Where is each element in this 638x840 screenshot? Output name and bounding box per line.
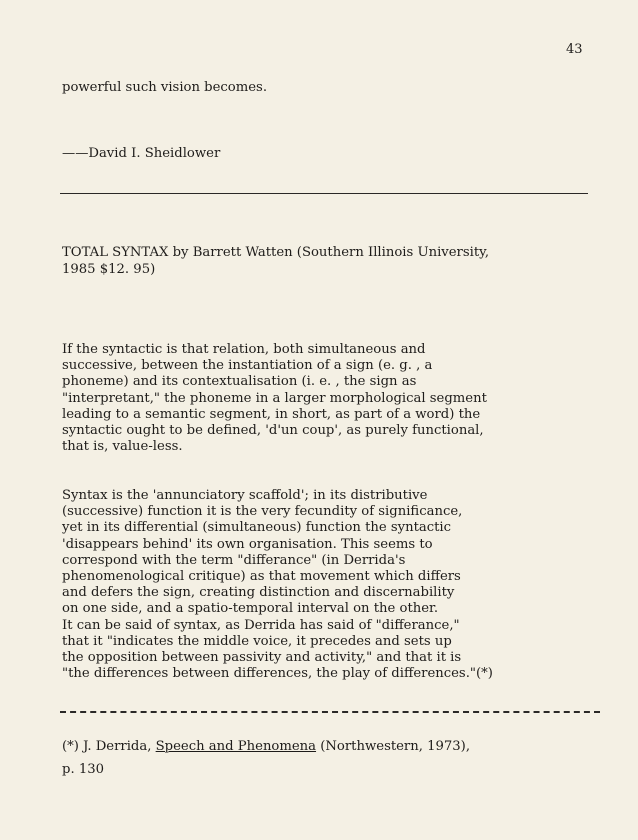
paragraph-line: correspond with the term "differance" (in Derrida's — [62, 552, 406, 568]
page-number: 43 — [566, 42, 583, 57]
paragraph-line: "the differences between differences, the play of differences."(*) — [62, 666, 493, 682]
review-heading-line1: TOTAL SYNTAX by Barrett Watten (Southern Illinois University, — [62, 245, 490, 260]
paragraph-line: (successive) function it is the very fecundity of significance, — [62, 504, 463, 520]
review-heading-line2: 1985 $12. 95) — [62, 262, 156, 277]
footnote-publisher: (Northwestern, 1973), — [320, 739, 471, 754]
paragraph-line: phenomenological critique) as that movement which differs — [62, 569, 461, 585]
footnote-line1 — [62, 737, 470, 757]
paragraph-line: leading to a semantic segment, in short, as part of a word) the — [62, 406, 481, 422]
paragraph-line: Syntax is the 'annunciatory scaffold'; in its distributive — [62, 488, 428, 503]
review-paragraph-2 — [62, 488, 602, 682]
paragraph-line: yet in its differential (simultaneous) function the syntactic — [62, 520, 452, 536]
paragraph-line: and defers the sign, creating distinction and discernability — [62, 585, 455, 601]
section-divider — [60, 193, 588, 194]
footnote-line2: p. 130 — [62, 762, 104, 777]
reviewer-signature: ——David I. Sheidlower — [62, 146, 221, 161]
paragraph-line: that it "indicates the middle voice, it precedes and sets up — [62, 633, 452, 649]
review-closing-line: powerful such vision becomes. — [62, 80, 268, 95]
footnote-marker: (*) J. Derrida, — [62, 739, 152, 754]
paragraph-line: that is, value-less. — [62, 439, 183, 455]
paragraph-line: 'disappears behind' its own organisation. This seems to — [62, 536, 433, 552]
footnote-divider — [60, 711, 600, 713]
review-paragraph-1 — [62, 342, 602, 455]
paragraph-line: syntactic ought to be defined, 'd'un coup', as purely functional, — [62, 423, 484, 439]
paragraph-line: If the syntactic is that relation, both simultaneous and — [62, 342, 426, 357]
paragraph-line: phoneme) and its contextualisation (i. e. , the sign as — [62, 374, 417, 390]
paragraph-line: It can be said of syntax, as Derrida has said of "differance," — [62, 617, 460, 633]
paragraph-line: "interpretant," the phoneme in a larger morphological segment — [62, 390, 487, 406]
paragraph-line: successive, between the instantiation of a sign (e. g. , a — [62, 358, 433, 374]
paragraph-line: the opposition between passivity and activity," and that it is — [62, 650, 462, 666]
footnote-title: Speech and Phenomena — [155, 739, 317, 754]
paragraph-line: on one side, and a spatio-temporal interval on the other. — [62, 601, 439, 617]
